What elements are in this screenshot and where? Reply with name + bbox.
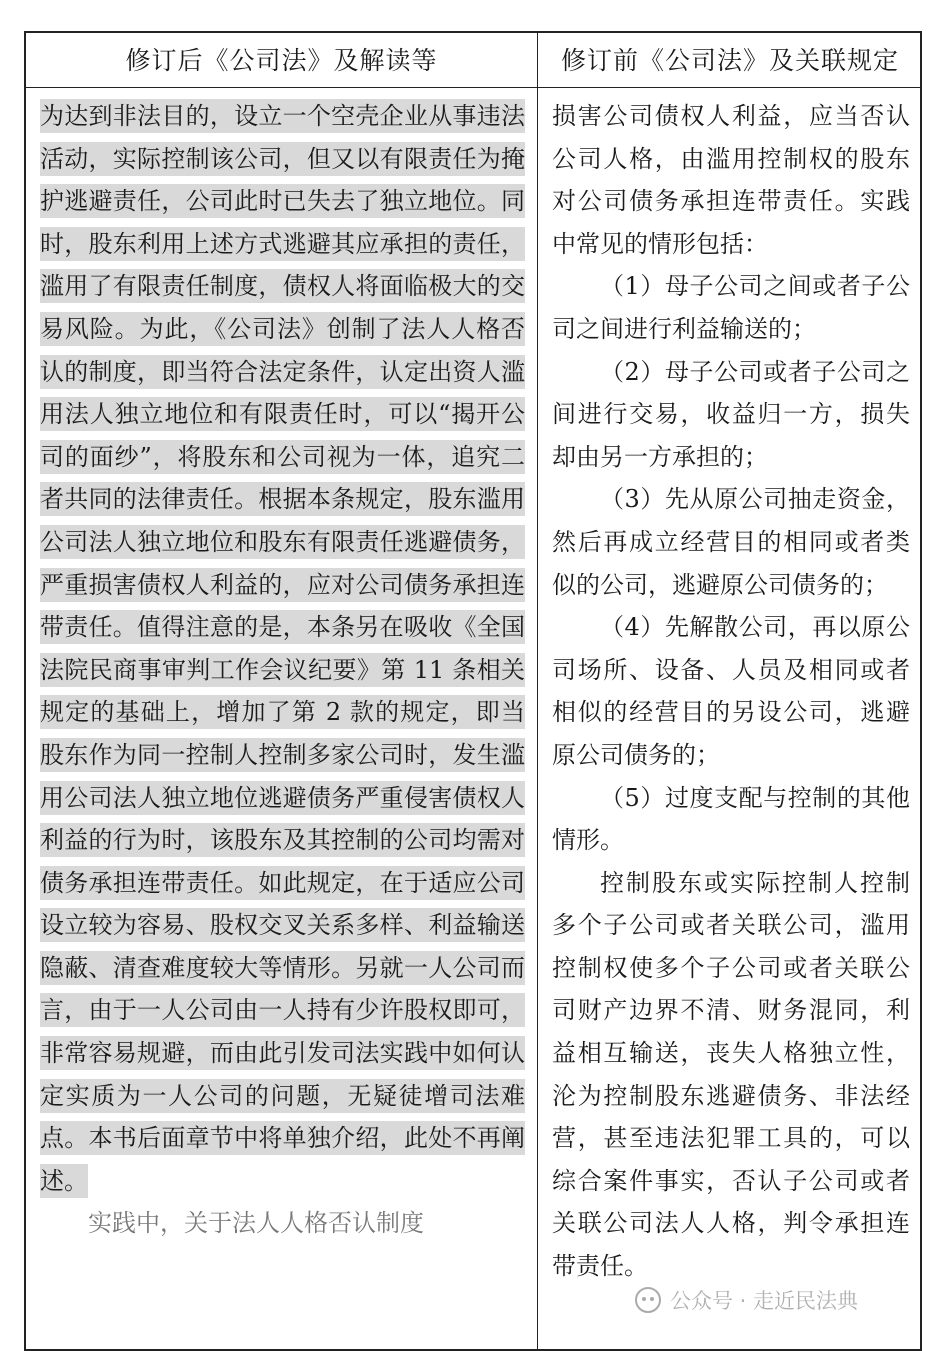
- right-paragraph: （1）母子公司之间或者子公司之间进行利益输送的；: [552, 272, 910, 343]
- left-highlighted-text: 为达到非法目的，设立一个空壳企业从事违法活动，实际控制该公司，但又以有限责任为掩护逃避责任，公司此时已失去了独立地位。同时，股东利用上述方式逃避其应承担的责任，滥用了有限责任制度，债权人将面临极大的交易风险。为此，《公司法》创制了法人人格否认的制度，即当符合法定条件，认定出资人滥用法人独立地位和有限责任时，可以“揭开公司的面纱”，将股东和公司视为一体，追究二者共同的法律责任。根据本条规定，股东滥用公司法人独立地位和股东有限责任逃避债务，严重损害债权人利益的，应对公司债务承担连带责任。值得注意的是，本条另在吸收《全国法院民商事审判工作会议纪要》第 11 条相关规定的基础上，增加了第 2 款的规定，即当股东作为同一控制人控制多家公司时，发生滥用公司法人独立地位逃避债务严重侵害债权人利益的行为时，该股东及其控制的公司均需对债务承担连带责任。如此规定，在于适应公司设立较为容易、股权交叉关系多样、利益输送隐蔽、清查难度较大等情形。另就一人公司而言，由于一人公司由一人持有少许股权即可，非常容易规避，而由此引发司法实践中如何认定实质为一人公司的问题，无疑徒增司法难点。本书后面章节中将单独介绍，此处不再阐述。: [40, 99, 525, 1198]
- right-paragraph: 控制股东或实际控制人控制多个子公司或者关联公司，滥用控制权使多个子公司或者关联公司财产边界不清、财务混同，利益相互输送，丧失人格独立性，沦为控制股东逃避债务、非法经营，甚至违法犯罪工具的，可以综合案件事实，否认子公司或者关联公司法人人格，判令承担连带责任。: [552, 868, 910, 1281]
- left-column: [40, 95, 525, 1245]
- right-paragraph: （2）母子公司或者子公司之间进行交易，收益归一方，损失却由另一方承担的；: [552, 357, 910, 471]
- right-paragraph: 损害公司债权人利益，应当否认公司人格，由滥用控制权的股东对公司债务承担连带责任。实践中常见的情形包括：: [552, 102, 910, 258]
- column-divider: [537, 33, 538, 1349]
- header-right: 修订前《公司法》及关联规定: [560, 46, 899, 75]
- header-divider: [26, 87, 920, 88]
- left-cutoff-text: 实践中，关于法人人格否认制度: [88, 1209, 424, 1238]
- comparison-table: [24, 31, 922, 1351]
- right-paragraph: （3）先从原公司抽走资金，然后再成立经营目的相同或者类似的公司，逃避原公司债务的；: [552, 485, 910, 599]
- right-column: [552, 95, 910, 1288]
- right-paragraph: （4）先解散公司，再以原公司场所、设备、人员及相同或者相似的经营目的另设公司，逃避原公司债务的；: [552, 613, 910, 769]
- wechat-icon: [634, 1286, 662, 1314]
- watermark: [634, 1280, 934, 1320]
- header-left: 修订后《公司法》及解读等: [125, 46, 438, 75]
- watermark-text: 公众号 · 走近民法典: [670, 1289, 859, 1313]
- right-paragraph: （5）过度支配与控制的其他情形。: [552, 783, 910, 855]
